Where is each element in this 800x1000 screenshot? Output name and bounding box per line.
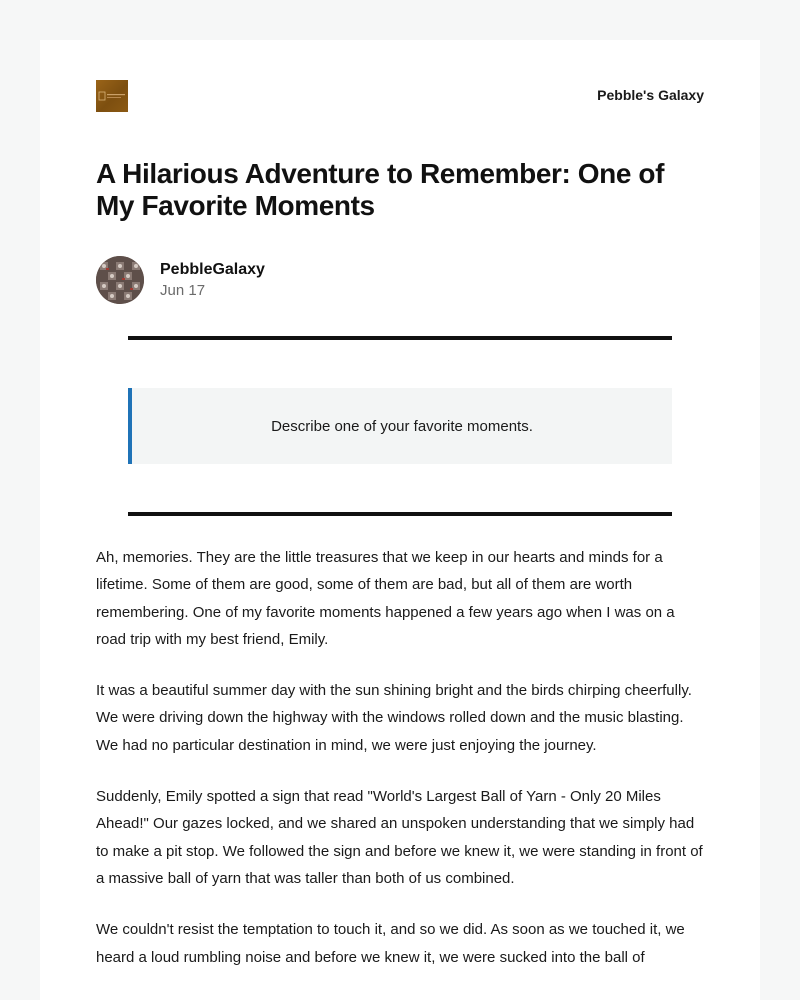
paragraph: Ah, memories. They are the little treasures that we keep in our hearts and minds for a lifetime. Some of them are good, some of them are bad, but all of them are worth remembering. One of my favorite moments happened a few years ago when I was on a road trip with my best friend, Emily.	[96, 549, 675, 648]
author-avatar-icon[interactable]	[96, 256, 144, 304]
post-date: Jun 17	[160, 282, 206, 299]
divider-top	[128, 336, 672, 340]
pebbles-galaxy-logo-icon[interactable]	[96, 80, 128, 112]
prompt-blockquote	[128, 388, 672, 464]
post-title: A Hilarious Adventure to Remember: One of My Favorite Moments	[96, 158, 665, 221]
divider-bottom	[128, 512, 672, 516]
post-card	[40, 40, 760, 1000]
author-name[interactable]: PebbleGalaxy	[160, 261, 265, 278]
site-header	[96, 80, 704, 112]
paragraph: Suddenly, Emily spotted a sign that read "World's Largest Ball of Yarn - Only 20 Miles Ahead!" Our gazes locked, and we shared an unspoken understanding that we simply had to make a pit stop. We followed the sign and before we knew it, we were standing in front of a massive ball of yarn that was taller than both of us combined.	[96, 788, 703, 887]
paragraph: It was a beautiful summer day with the sun shining bright and the birds chirping cheerfully. We were driving down the highway with the windows rolled down and the music blasting. We had no particular destination in mind, we were just enjoying the journey.	[96, 682, 692, 754]
author-byline	[96, 256, 704, 304]
post-body	[96, 544, 706, 995]
prompt-text: Describe one of your favorite moments.	[271, 417, 533, 435]
paragraph: We couldn't resist the temptation to touch it, and so we did. As soon as we touched it, we heard a loud rumbling noise and before we knew it, we were sucked into the ball of	[96, 921, 685, 966]
site-name-link[interactable]: Pebble's Galaxy	[597, 87, 704, 103]
